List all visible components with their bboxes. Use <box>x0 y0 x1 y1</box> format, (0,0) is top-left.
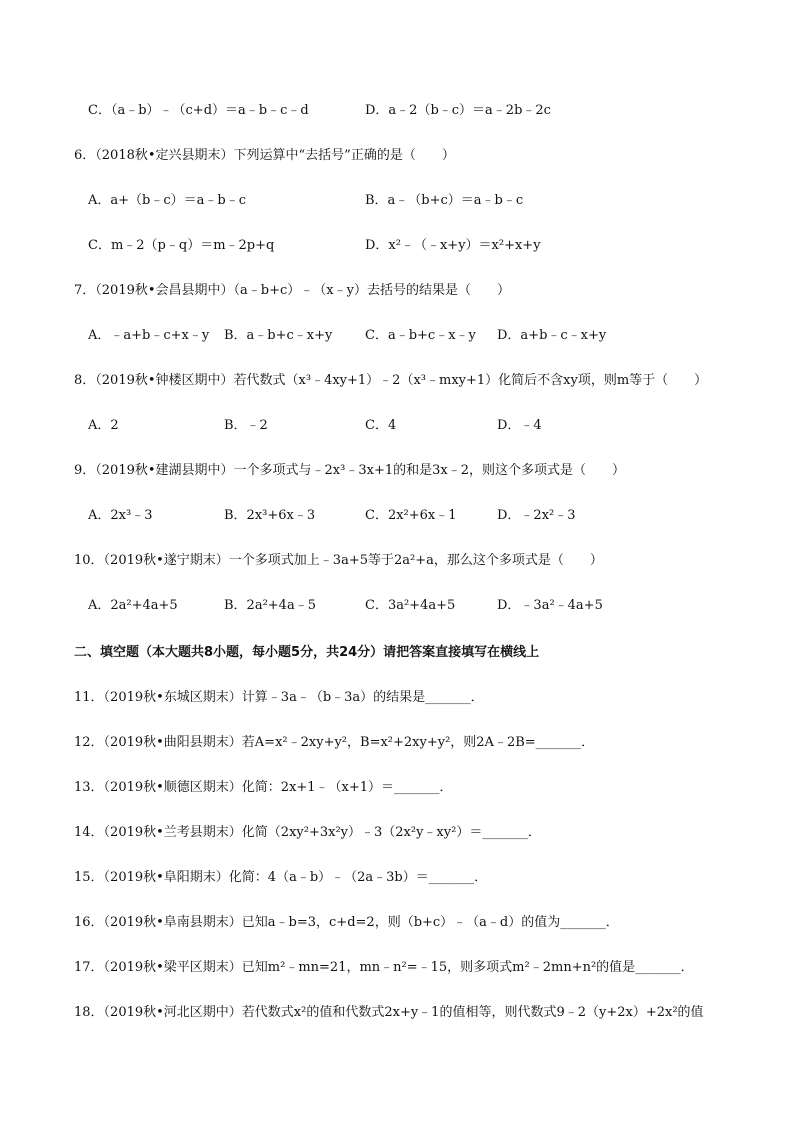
q10-stem: 10．（2019秋•遂宁期末）一个多项式加上﹣3a+5等于2a²+a，那么这个多项式是（ ） <box>74 553 603 568</box>
q6-option-c: C．m﹣2（p﹣q）＝m﹣2p+q <box>88 238 275 253</box>
q6-stem: 6．（2018秋•定兴县期末）下列运算中“去括号”正确的是（ ） <box>74 148 455 163</box>
q8-option-b: B．﹣2 <box>224 418 268 433</box>
q10-option-d: D．﹣3a²﹣4a+5 <box>497 598 603 613</box>
q6-option-b: B．a﹣（b+c）＝a﹣b﹣c <box>365 193 524 208</box>
q15-stem: 15．（2019秋•阜阳期末）化简：4（a﹣b）﹣（2a﹣3b）＝_______． <box>74 870 488 885</box>
q7-option-a: A．﹣a+b﹣c+x﹣y <box>88 328 210 343</box>
q13-stem: 13．（2019秋•顺德区期末）化简：2x+1﹣（x+1）＝_______． <box>74 780 453 795</box>
q9-option-a: A．2x³﹣3 <box>88 508 153 523</box>
q5-option-d: D．a﹣2（b﹣c）＝a﹣2b﹣2c <box>365 103 551 118</box>
q8-option-c: C．4 <box>365 418 397 433</box>
q10-option-b: B．2a²+4a﹣5 <box>224 598 316 613</box>
q18-stem: 18．（2019秋•河北区期中）若代数式x²的值和代数式2x+y﹣1的值相等，则代数式9﹣2（y+2x）+2x²的值 <box>74 1005 704 1020</box>
q10-option-a: A．2a²+4a+5 <box>88 598 178 613</box>
q9-option-c: C．2x²+6x﹣1 <box>365 508 457 523</box>
q9-option-b: B．2x³+6x﹣3 <box>224 508 316 523</box>
q5-option-c: C．（a﹣b）﹣（c+d）＝a﹣b﹣c﹣d <box>88 103 309 118</box>
q16-stem: 16．（2019秋•阜南县期末）已知a﹣b=3，c+d=2，则（b+c）﹣（a﹣d）的值为_______． <box>74 915 619 930</box>
q6-option-a: A．a+（b﹣c）＝a﹣b﹣c <box>88 193 246 208</box>
q9-stem: 9．（2019秋•建湖县期中）一个多项式与﹣2x³﹣3x+1的和是3x﹣2，则这个多项式是（ ） <box>74 463 625 478</box>
q6-option-d: D．x²﹣（﹣x+y）＝x²+x+y <box>365 238 541 253</box>
q7-option-b: B．a﹣b+c﹣x+y <box>224 328 333 343</box>
q7-option-d: D．a+b﹣c﹣x+y <box>497 328 607 343</box>
q10-option-c: C．3a²+4a+5 <box>365 598 456 613</box>
q7-stem: 7．（2019秋•会昌县期中）（a﹣b+c）﹣（x﹣y）去括号的结果是（ ） <box>74 283 510 298</box>
q8-stem: 8．（2019秋•钟楼区期中）若代数式（x³﹣4xy+1）﹣2（x³﹣mxy+1）化简后不含xy项，则m等于（ ） <box>74 373 708 388</box>
q8-option-d: D．﹣4 <box>497 418 542 433</box>
q14-stem: 14．（2019秋•兰考县期末）化简（2xy²+3x²y）﹣3（2x²y﹣xy²）＝_______． <box>74 825 541 840</box>
q9-option-d: D．﹣2x²﹣3 <box>497 508 576 523</box>
q12-stem: 12．（2019秋•曲阳县期末）若A=x²﹣2xy+y²，B=x²+2xy+y²，则2A﹣2B=_______． <box>74 735 595 750</box>
q11-stem: 11．（2019秋•东城区期末）计算﹣3a﹣（b﹣3a）的结果是_______． <box>74 690 484 705</box>
q17-stem: 17．（2019秋•梁平区期末）已知m²﹣mn=21，mn﹣n²=﹣15，则多项式m²﹣2mn+n²的值是_______． <box>74 960 694 975</box>
section-heading-fill-in: 二、填空题（本大题共8小题，每小题5分，共24分）请把答案直接填写在横线上 <box>74 645 540 660</box>
q8-option-a: A．2 <box>88 418 119 433</box>
q7-option-c: C．a﹣b+c﹣x﹣y <box>365 328 476 343</box>
